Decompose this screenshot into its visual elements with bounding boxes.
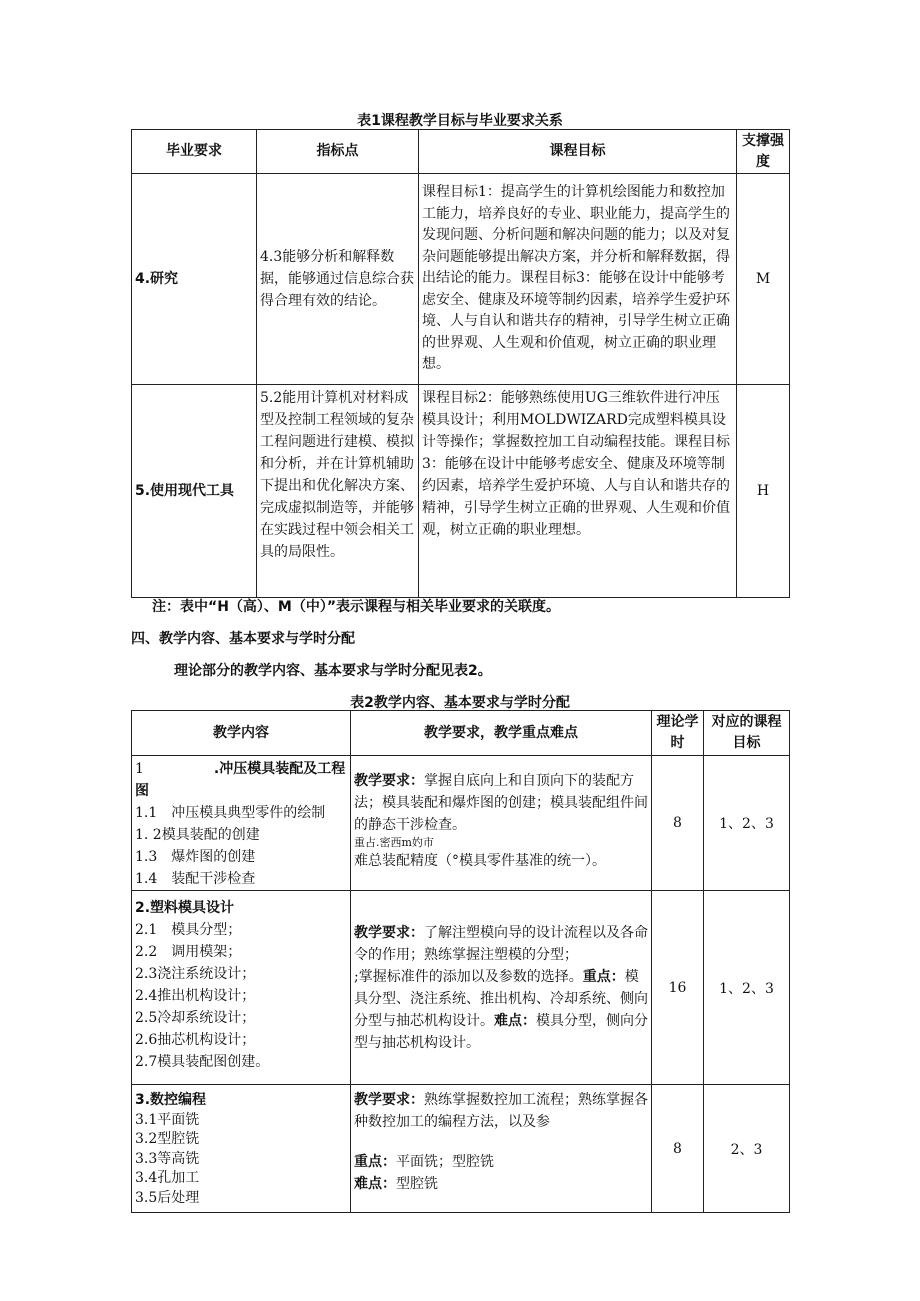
list-item: 1. 2模具装配的创建 [135,827,260,843]
requirement-label: 教学要求： [354,924,424,941]
list-item: 3.4孔加工 [135,1170,200,1186]
table2-row [132,891,790,1085]
table1-header-indicator: 指标点 [257,130,419,174]
requirement-text: 了解注塑模向导的设计流程以及各命令的作用；熟练掌握注塑模的分型； [354,924,648,963]
table2-row [132,1085,790,1213]
table2-requirements [351,891,652,1085]
difficulty-text: 难总装配精度（°模具零件基准的统一）。 [354,853,606,869]
table2-header-row [132,711,790,756]
table1-header-row [132,130,790,174]
list-item: 2.6抽芯机构设计； [135,1032,256,1048]
requirement-text: 掌握自底向上和自顶向下的装配方法；模具装配和爆炸图的创建；模具装配组件间的静态干涉检查。 [354,773,648,833]
key-point-note: 重占.密西m妁市 [354,836,434,849]
list-item: 2.3浇注系统设计； [135,966,256,982]
list-item: 1.1 冲压模具典型零件的绘制 [135,805,326,821]
chapter-title: .冲压模具装配及工程图 [135,761,346,799]
table1-row [132,385,790,598]
table1-objective: 课程目标1：提高学生的计算机绘图能力和数控加工能力，培养良好的专业、职业能力，提高学生的发现问题、分析问题和解决问题的能力；以及对复杂问题能够提出解决方案，并分析和解释数据，得出结论的能力。课程目标3：能够在设计中能够考虑安全、健康及环境等制约因素，培养学生爱护环境、人与自认和谐共存的精神，引导学生树立正确的世界观、人生观和价值观，树立正确的职业理想。 [419,174,737,385]
table1 [131,129,790,598]
key-point-label: 重点： [582,968,625,985]
difficulty-text: 模具分型，侧向分型与抽芯机构设计。 [354,1012,648,1051]
list-item: 3.2型腔铣 [135,1131,200,1147]
chapter-title: 3.数控编程 [135,1092,207,1108]
table1-header-objective: 课程目标 [419,130,737,174]
requirement-text: 熟练掌握数控加工流程；熟练掌握各种数控加工的编程方法，以及参 [354,1092,648,1130]
list-item: 2.4推出机构设计； [135,988,256,1004]
table1-indicator: 5.2能用计算机对材料成型及控制工程领域的复杂工程问题进行建模、模拟和分析，并在计算机辅助下提出和优化解决方案、完成虚拟制造等，并能够在实践过程中领会相关工具的局限性。 [257,385,419,598]
table1-caption: 表1课程教学目标与毕业要求关系 [357,113,563,129]
difficulty-label: 难点： [494,1012,536,1029]
table2-requirements [351,1085,652,1213]
list-item: 1.4 装配干涉检查 [135,871,256,887]
table2-requirements [351,756,652,891]
list-item: 2.7模具装配图创建。 [135,1054,270,1070]
table1-strength: H [737,385,790,598]
list-item: 2.2 调用模架； [135,944,242,960]
requirement-label: 教学要求： [354,773,424,789]
table2-hours: 16 [652,891,704,1085]
table2-content [132,891,351,1085]
table2-goals: 1、2、3 [704,756,790,891]
difficulty-label: 难点： [354,1176,396,1192]
table1-note: 注：表中“H（高）、M（中）”表示课程与相关毕业要求的关联度。 [152,599,561,615]
table2-header-requirements: 教学要求，教学重点难点 [351,711,652,756]
key-point-text: 平面铣；型腔铣 [396,1154,494,1170]
table2-hours: 8 [652,1085,704,1213]
list-item: 2.1 模具分型； [135,922,242,938]
chapter-title: 2.塑料模具设计 [135,900,235,916]
table2-goals: 1、2、3 [704,891,790,1085]
list-item: 2.5冷却系统设计； [135,1010,256,1026]
chapter-number: 1 [135,761,144,777]
table1-requirement: 4.研究 [132,174,257,385]
section-intro: 理论部分的教学内容、基本要求与学时分配见表2。 [174,663,492,679]
table1-objective: 课程目标2：能够熟练使用UG三维软件进行冲压模具设计；利用MOLDWIZARD完成塑料模具设计等操作；掌握数控加工自动编程技能。课程目标3：能够在设计中能够考虑安全、健康及环境等制约因素，培养学生爱护环境、人与自认和谐共存的精神，引导学生树立正确的世界观、人生观和价值观，树立正确的职业理想。 [419,385,737,598]
table2-goals: 2、3 [704,1085,790,1213]
table1-header-requirement: 毕业要求 [132,130,257,174]
table2-row [132,756,790,891]
table2-content [132,756,351,891]
table2 [131,710,790,1213]
requirement-text-2: ;掌握标准件的添加以及参数的选择。 [354,968,583,985]
table1-strength: M [737,174,790,385]
table1-indicator: 4.3能够分析和解释数据，能够通过信息综合获得合理有效的结论。 [257,174,419,385]
table2-header-hours: 理论学时 [652,711,704,756]
table1-header-strength: 支撑强度 [737,130,790,174]
list-item: 1.3 爆炸图的创建 [135,849,256,865]
table2-hours: 8 [652,756,704,891]
list-item: 3.1平面铣 [135,1111,200,1128]
list-item: 3.5后处理 [135,1189,200,1206]
list-item: 3.3等高铣 [135,1150,200,1167]
table2-content [132,1085,351,1213]
section-heading: 四、教学内容、基本要求与学时分配 [131,631,355,647]
key-point-label: 重点： [354,1154,396,1170]
table1-row [132,174,790,385]
difficulty-text: 型腔铣 [396,1176,438,1192]
key-point-text: 模具分型、浇注系统、推出机构、冷却系统、侧向分型与抽芯机构设计。 [354,968,648,1029]
table1-requirement: 5.使用现代工具 [132,385,257,598]
table2-header-content: 教学内容 [132,711,351,756]
requirement-label: 教学要求： [354,1092,424,1108]
table2-caption: 表2教学内容、基本要求与学时分配 [350,695,570,711]
table2-header-goals: 对应的课程目标 [704,711,790,756]
